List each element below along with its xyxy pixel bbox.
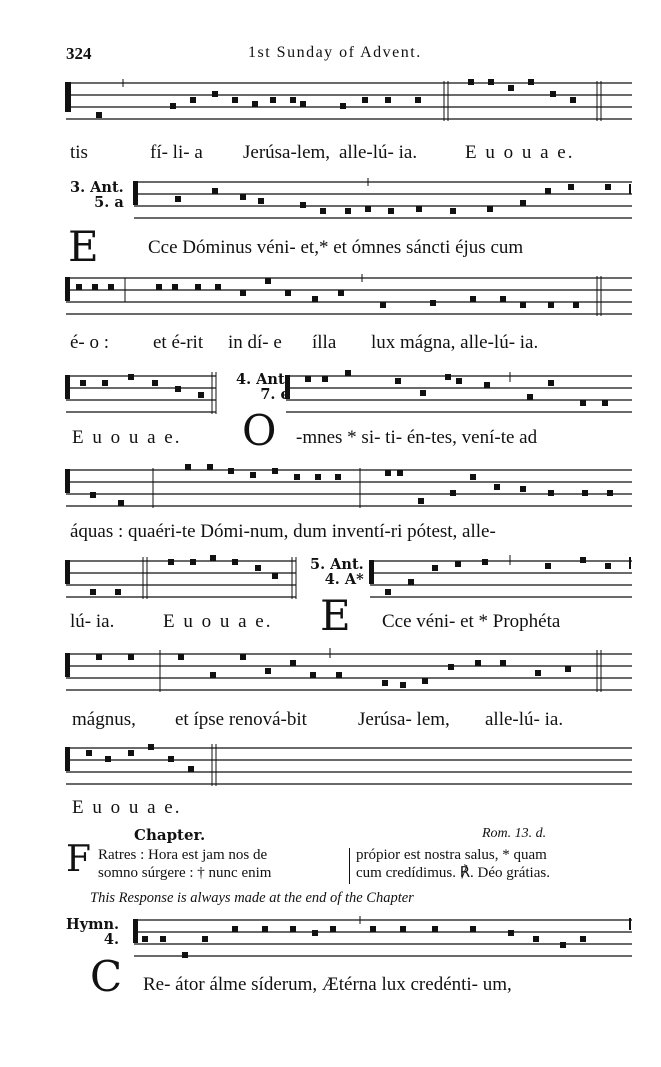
chapter-title: Chapter.	[134, 826, 206, 844]
drop-initial: F	[66, 839, 91, 880]
lyric-syllable: in dí- e	[228, 332, 282, 353]
lyric-line: Re- átor álme síderum, Ætérna lux credénti- um,	[143, 974, 512, 995]
lyric-syllable: lú- ia.	[70, 611, 115, 632]
lyric-syllable: mágnus,	[72, 709, 136, 730]
euouae: E u o u a e.	[72, 427, 182, 448]
lyric-syllable: et ípse renová-bit	[175, 709, 307, 730]
lyric-line: áquas : quaéri-te Dómi-num, dum inventí-ri pótest, alle-	[70, 521, 496, 542]
antiphon-number: 3. Ant.	[70, 179, 124, 196]
lyric-line: Cce Dóminus véni- et,* et ómnes sáncti éjus cum	[148, 237, 524, 258]
staff-lines-5	[0, 460, 661, 514]
drop-initial: O	[242, 406, 277, 455]
chapter-line: própior est nostra salus, * quam	[356, 847, 547, 863]
antiphon-label	[310, 557, 364, 587]
running-title: 1st Sunday of Advent.	[248, 44, 422, 61]
chapter-text-col1	[98, 846, 271, 882]
staff-lines-3	[0, 274, 661, 324]
chapter-text-col2	[356, 846, 550, 882]
lyric-syllable: Jerúsa-lem,	[243, 142, 331, 163]
antiphon-number: 5. Ant.	[310, 556, 364, 573]
lyric-syllable: ílla	[312, 332, 337, 353]
euouae: E u o u a e.	[163, 611, 273, 632]
staff-lines-7	[0, 648, 661, 704]
mode-label: 4. A*	[324, 571, 364, 589]
chapter-reference: Rom. 13. d.	[482, 826, 547, 841]
antiphon-label	[236, 372, 290, 402]
lyric-syllable: tis	[70, 142, 88, 163]
music-staff-4	[0, 370, 661, 420]
staff-lines-1	[0, 75, 661, 135]
lyric-syllable: et é-rit	[153, 332, 204, 353]
euouae: E u o u a e.	[465, 142, 575, 163]
drop-initial: E	[68, 222, 99, 271]
staff-lines-8	[0, 742, 661, 792]
chapter-line: somno súrgere : † nunc enim	[98, 865, 272, 881]
mode-label: 4.	[103, 931, 120, 949]
music-staff-5	[0, 460, 661, 514]
column-divider	[349, 848, 350, 884]
mode-label: 7. e	[260, 386, 290, 404]
page-header	[0, 44, 661, 68]
lyric-syllable: é- o :	[70, 332, 110, 353]
hymn-title: Hymn.	[66, 916, 120, 933]
staff-lines-2	[0, 178, 661, 228]
antiphon-number: 4. Ant.	[236, 371, 290, 388]
lyric-line: Cce véni- et * Prophéta	[382, 611, 561, 632]
chapter-line: cum credídimus. ℟. Déo grátias.	[356, 865, 550, 881]
lyric-syllable: lux mágna, alle-lú- ia.	[371, 332, 539, 353]
page-number: 324	[66, 44, 92, 63]
chapter-line: Ratres : Hora est jam nos de	[98, 847, 268, 863]
lyric-syllable: Jerúsa- lem,	[358, 709, 450, 730]
lyric-syllable: fí- li- a	[150, 142, 203, 163]
music-staff-2	[0, 178, 661, 228]
music-staff-7	[0, 648, 661, 704]
mode-label: 5. a	[94, 194, 124, 212]
lyric-syllable: alle-lú- ia.	[339, 142, 418, 163]
music-staff-3	[0, 274, 661, 324]
drop-initial: C	[90, 952, 123, 1001]
euouae: E u o u a e.	[72, 797, 182, 818]
drop-initial: E	[320, 591, 351, 640]
music-staff-1	[0, 75, 661, 135]
staff-lines-4	[0, 370, 661, 420]
lyric-syllable: alle-lú- ia.	[485, 709, 564, 730]
lyric-line: -mnes * si- ti- én-tes, vení-te ad	[296, 427, 538, 448]
music-staff-8	[0, 742, 661, 792]
rubric-note: This Response is always made at the end of the Chapter	[90, 890, 414, 906]
